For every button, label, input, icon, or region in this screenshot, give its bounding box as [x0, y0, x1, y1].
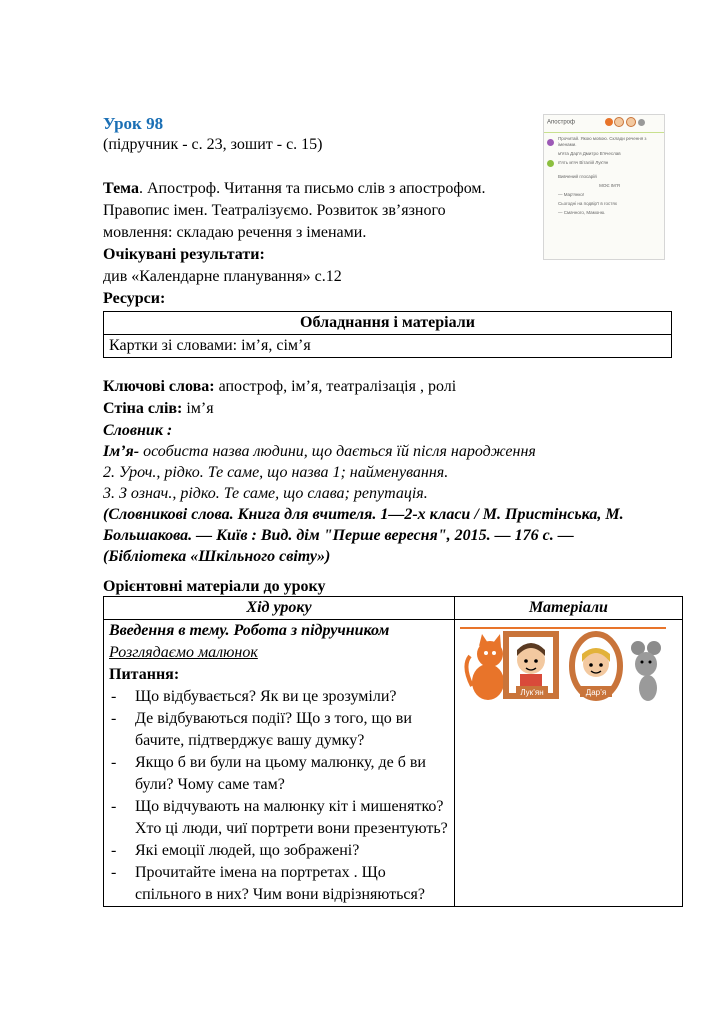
- boy-face-icon: [517, 643, 545, 686]
- results-label: [103, 244, 265, 266]
- lesson-table: [103, 596, 683, 907]
- resources-row: Картки зі словами: ім’я, сім’я: [104, 335, 672, 358]
- face-icon: [614, 117, 624, 127]
- bullet-icon: [547, 139, 554, 146]
- wordwall-text: ім’я: [182, 400, 214, 417]
- portraits-illustration: [460, 626, 666, 706]
- thumbnail-row: Сьогодні на подвір'ї в гостях: [558, 201, 618, 206]
- wordwall-label: Стіна слів:: [103, 400, 183, 417]
- question-item: - Що відчувають на малюнку кіт і мишенятко? Хто ці люди, чиї портрети вони презентують?: [109, 796, 449, 840]
- col-lesson-flow: Хід уроку: [104, 597, 455, 620]
- look-subheading: Розглядаємо малюнок: [109, 644, 258, 661]
- resources-label: [103, 288, 165, 310]
- results-text: див «Календарне планування» с.12: [103, 268, 342, 285]
- materials-heading-text: Орієнтовні матеріали до уроку: [103, 578, 326, 595]
- dictionary-line-5: Большакова. — Київ : Вид. дім "Перше вересня", 2015. — 176 с. —: [103, 527, 574, 544]
- face-icon: [626, 117, 636, 127]
- intro-heading: Введення в тему. Робота з підручником: [109, 622, 390, 639]
- thumbnail-header: [544, 115, 664, 133]
- dictionary-line-3: 3. З означ., рідко. Те саме, що слава; репутація.: [103, 485, 428, 502]
- keywords-line: [103, 376, 456, 398]
- questions-label: Питання:: [109, 666, 180, 683]
- portraits-svg: [460, 626, 666, 706]
- thumbnail-row: — Смачного, Мамоню.: [558, 210, 606, 215]
- topic-line-1: [103, 178, 486, 200]
- topic-line-2: Правопис імен. Театралізуємо. Розвиток зв’язного: [103, 202, 446, 219]
- textbook-thumbnail: [543, 114, 665, 260]
- materials-heading: [103, 576, 325, 598]
- lesson-title: Урок 98: [103, 114, 164, 133]
- dictionary-line-1: [103, 441, 536, 463]
- col-materials: Матеріали: [455, 597, 683, 620]
- cat-icon: [605, 118, 613, 126]
- dictionary-definition: особиста назва людини, що дається їй після народження: [139, 443, 536, 460]
- keywords-text: апостроф, ім’я, театралізація , ролі: [214, 378, 457, 395]
- dictionary-line-2: 2. Уроч., рідко. Те саме, що назва 1; найменування.: [103, 464, 449, 481]
- dictionary-label: Словник :: [103, 422, 173, 439]
- mouse-icon: [631, 641, 661, 701]
- results-label-text: Очікувані результати:: [103, 246, 265, 263]
- bullet-icon: [547, 160, 554, 167]
- lesson-flow-cell: [104, 620, 455, 907]
- resources-label-text: Ресурси:: [103, 290, 166, 307]
- topic-label: Тема: [103, 180, 139, 197]
- topic-line-3: мовлення: складаю речення з іменами.: [103, 224, 367, 241]
- wordwall-line: [103, 398, 214, 420]
- dictionary-line-4: (Словникові слова. Книга для вчителя. 1—2-х класи / М. Пристінська, М.: [103, 506, 624, 523]
- thumbnail-row: — Мар'янко!: [558, 192, 585, 197]
- materials-cell: [455, 620, 683, 907]
- thumbnail-row: п'ять м'яч Віталій Лук'ян: [558, 160, 609, 165]
- thumbnail-row: м'ята Дар'я Дмитро В'ячеслав: [558, 151, 621, 156]
- question-item: - Де відбуваються події? Що з того, що ви бачите, підтверджує вашу думку?: [109, 708, 449, 752]
- thumbnail-row: Вивчений глосарій: [558, 174, 597, 179]
- resources-header: Обладнання і матеріали: [104, 312, 672, 335]
- thumbnail-row: МОЄ ІМ'Я: [599, 183, 620, 188]
- thumbnail-header-label: Апостроф: [547, 119, 575, 126]
- questions-list: [109, 686, 449, 906]
- girl-face-icon: [582, 648, 610, 677]
- question-item: - Якщо б ви були на цьому малюнку, де б ви були? Чому саме там?: [109, 752, 449, 796]
- question-item: - Які емоції людей, що зображені?: [109, 840, 449, 862]
- dictionary-line-6: (Бібліотека «Шкільного світу»): [103, 548, 331, 565]
- topic-text: . Апостроф. Читання та письмо слів з апострофом.: [138, 180, 486, 197]
- resources-table: [103, 311, 672, 358]
- mouse-icon: [638, 119, 645, 126]
- question-item: - Що відбувається? Як ви це зрозуміли?: [109, 686, 449, 708]
- portrait-2-label: Дар’я: [585, 688, 607, 697]
- keywords-label: Ключові слова:: [103, 378, 215, 395]
- question-item: - Прочитайте імена на портретах . Що спільного в них? Чим вони відрізняються?: [109, 862, 449, 906]
- cat-icon: [466, 634, 504, 700]
- lesson-refs: (підручник - с. 23, зошит - с. 15): [103, 136, 323, 153]
- portrait-1-label: Лук’ян: [520, 688, 544, 697]
- dictionary-term: Ім’я-: [103, 443, 140, 460]
- thumbnail-row: Прочитай. Якою мовою. Склади речення з іменами.: [558, 136, 647, 147]
